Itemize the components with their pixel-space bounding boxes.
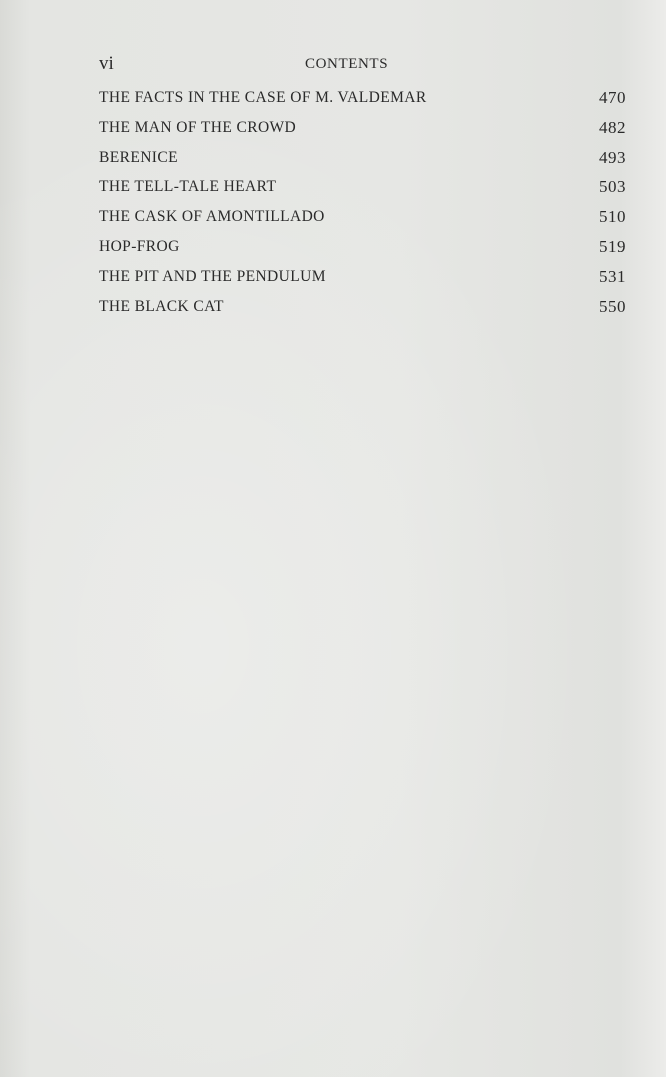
page-header — [99, 52, 411, 76]
toc-entry — [99, 146, 626, 176]
toc-entry-page: 503 — [599, 177, 626, 197]
toc-entry-page: 519 — [599, 236, 626, 256]
toc-entry-title: BERENICE — [99, 148, 178, 166]
toc-entry-page: 531 — [599, 266, 626, 286]
toc-entry-page: 482 — [599, 117, 626, 137]
toc-entry-page: 550 — [599, 296, 626, 316]
toc-entry-title: THE FACTS IN THE CASE OF M. VALDEMAR — [99, 89, 427, 106]
toc-entry-title: HOP-FROG — [99, 237, 180, 255]
toc-entry — [99, 265, 626, 295]
toc-entry — [99, 175, 626, 205]
toc-entry-page: 470 — [599, 88, 626, 107]
toc-entry-title: THE MAN OF THE CROWD — [99, 118, 297, 136]
table-of-contents — [99, 86, 626, 324]
toc-entry-title: THE BLACK CAT — [99, 297, 224, 315]
toc-entry-title: THE CASK OF AMONTILLADO — [99, 208, 325, 226]
toc-entry-title: THE PIT AND THE PENDULUM — [99, 267, 326, 285]
toc-entry — [99, 235, 626, 265]
page-number: vi — [99, 53, 114, 74]
toc-entry — [99, 295, 626, 325]
toc-entry — [99, 116, 626, 146]
toc-entry-title: THE TELL-TALE HEART — [99, 178, 277, 196]
toc-entry-page: 493 — [599, 147, 626, 167]
toc-entry — [99, 86, 626, 116]
toc-entry — [99, 205, 626, 235]
running-title: CONTENTS — [305, 56, 389, 72]
toc-entry-page: 510 — [599, 207, 626, 227]
